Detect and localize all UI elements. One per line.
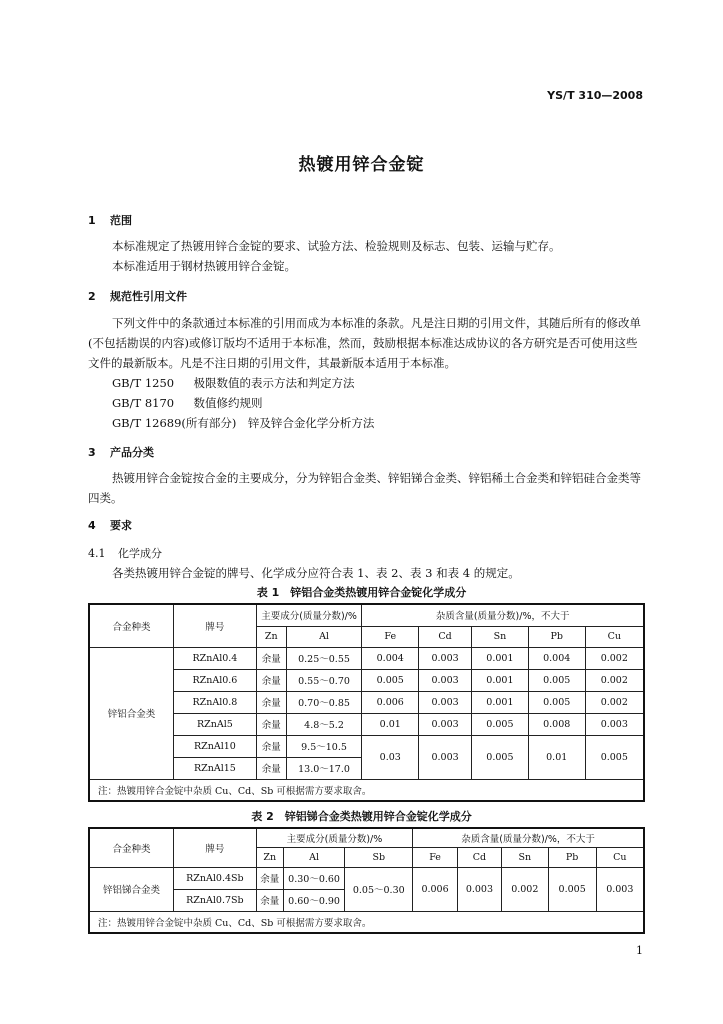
al-cell: 0.55～0.70 bbox=[286, 669, 362, 691]
cu-cell: 0.005 bbox=[585, 735, 644, 779]
header-alloy-type: 合金种类 bbox=[89, 828, 173, 867]
table-2-caption: 表 2 锌铝锑合金类热镀用锌合金锭化学成分 bbox=[251, 810, 472, 823]
section-1-heading bbox=[88, 212, 132, 228]
table-1-caption: 表 1 锌铝合金类热镀用锌合金锭化学成分 bbox=[256, 586, 467, 599]
al-cell: 0.30～0.60 bbox=[283, 867, 345, 889]
cd-cell: 0.003 bbox=[419, 691, 472, 713]
zn-cell: 余量 bbox=[256, 691, 286, 713]
grade-cell: RZnAl0.4 bbox=[174, 647, 257, 669]
reference-code: GB/T 12689(所有部分) bbox=[112, 416, 237, 430]
al-cell: 13.0～17.0 bbox=[286, 757, 362, 779]
sn-cell: 0.001 bbox=[472, 647, 529, 669]
reference-item bbox=[112, 415, 374, 431]
reference-code: GB/T 1250 bbox=[112, 376, 175, 390]
col-header-cu: Cu bbox=[596, 847, 644, 867]
document-title: 热镀用锌合金锭 bbox=[298, 155, 425, 175]
section-title: 要求 bbox=[110, 519, 132, 532]
section-title: 规范性引用文件 bbox=[110, 290, 187, 303]
grade-cell: RZnAl0.7Sb bbox=[173, 889, 256, 911]
col-header-cu: Cu bbox=[585, 626, 644, 647]
sb-cell: 0.05～0.30 bbox=[345, 867, 413, 911]
table-2 bbox=[88, 827, 645, 934]
col-header-fe: Fe bbox=[413, 847, 458, 867]
pb-cell: 0.008 bbox=[528, 713, 585, 735]
section-number: 4 bbox=[88, 519, 96, 532]
fe-cell: 0.03 bbox=[362, 735, 419, 779]
table-2-note: 注：热镀用锌合金锭中杂质 Cu、Cd、Sb 可根据需方要求取舍。 bbox=[89, 911, 644, 933]
section-4-1-para-1: 各类热镀用锌合金锭的牌号、化学成分应符合表 1、表 2、表 3 和表 4 的规定。 bbox=[112, 566, 520, 580]
al-cell: 0.60～0.90 bbox=[283, 889, 345, 911]
reference-title: 数值修约规则 bbox=[193, 396, 263, 410]
header-impurities: 杂质含量(质量分数)/%，不大于 bbox=[362, 604, 644, 626]
col-header-sb: Sb bbox=[345, 847, 413, 867]
header-main-components: 主要成分(质量分数)/% bbox=[256, 828, 412, 847]
reference-item bbox=[112, 375, 355, 391]
grade-cell: RZnAl5 bbox=[174, 713, 257, 735]
zn-cell: 余量 bbox=[256, 669, 286, 691]
grade-cell: RZnAl0.6 bbox=[174, 669, 257, 691]
col-header-pb: Pb bbox=[548, 847, 596, 867]
cu-cell: 0.002 bbox=[585, 691, 644, 713]
section-3-heading bbox=[88, 444, 154, 460]
grade-cell: RZnAl10 bbox=[174, 735, 257, 757]
section-2-para-1: 下列文件中的条款通过本标准的引用而成为本标准的条款。凡是注日期的引用文件，其随后所有的修改单(不包括勘误的内容)或修订版均不适用于本标准，然而，鼓励根据本标准达成协议的各方研究是否可使用这些文件的最新版本。凡是不注日期的引用文件，其最新版本适用于本标准。 bbox=[88, 316, 641, 370]
col-header-cd: Cd bbox=[419, 626, 472, 647]
section-3-para-1: 热镀用锌合金锭按合金的主要成分，分为锌铝合金类、锌铝锑合金类、锌铝稀土合金类和锌铝硅合金类等四类。 bbox=[88, 471, 641, 505]
al-cell: 0.70～0.85 bbox=[286, 691, 362, 713]
sn-cell: 0.005 bbox=[472, 735, 529, 779]
pb-cell: 0.004 bbox=[528, 647, 585, 669]
section-title: 范围 bbox=[110, 214, 132, 227]
col-header-al: Al bbox=[286, 626, 362, 647]
col-header-sn: Sn bbox=[501, 847, 548, 867]
col-header-zn: Zn bbox=[256, 626, 286, 647]
pb-cell: 0.01 bbox=[528, 735, 585, 779]
fe-cell: 0.006 bbox=[362, 691, 419, 713]
reference-title: 锌及锌合金化学分析方法 bbox=[247, 416, 375, 430]
al-cell: 4.8～5.2 bbox=[286, 713, 362, 735]
cd-cell: 0.003 bbox=[419, 713, 472, 735]
pb-cell: 0.005 bbox=[548, 867, 596, 911]
grade-cell: RZnAl0.4Sb bbox=[173, 867, 256, 889]
zn-cell: 余量 bbox=[256, 757, 286, 779]
alloy-type-cell: 锌铝合金类 bbox=[89, 647, 174, 779]
section-number: 3 bbox=[88, 446, 96, 459]
col-header-pb: Pb bbox=[528, 626, 585, 647]
section-2-heading bbox=[88, 288, 187, 304]
col-header-fe: Fe bbox=[362, 626, 419, 647]
section-title: 产品分类 bbox=[110, 446, 154, 459]
cu-cell: 0.003 bbox=[596, 867, 644, 911]
cu-cell: 0.002 bbox=[585, 669, 644, 691]
zn-cell: 余量 bbox=[256, 889, 283, 911]
reference-item bbox=[112, 395, 263, 411]
cd-cell: 0.003 bbox=[419, 735, 472, 779]
header-alloy-type: 合金种类 bbox=[89, 604, 174, 647]
sn-cell: 0.001 bbox=[472, 691, 529, 713]
section-title: 化学成分 bbox=[118, 547, 162, 560]
table-1 bbox=[88, 603, 645, 802]
sn-cell: 0.001 bbox=[472, 669, 529, 691]
header-main-components: 主要成分(质量分数)/% bbox=[256, 604, 362, 626]
page-number: 1 bbox=[636, 944, 643, 957]
section-4-1-heading bbox=[88, 545, 162, 561]
al-cell: 9.5～10.5 bbox=[286, 735, 362, 757]
zn-cell: 余量 bbox=[256, 647, 286, 669]
cd-cell: 0.003 bbox=[419, 669, 472, 691]
section-4-heading bbox=[88, 517, 132, 533]
fe-cell: 0.005 bbox=[362, 669, 419, 691]
table-1-note: 注：热镀用锌合金锭中杂质 Cu、Cd、Sb 可根据需方要求取舍。 bbox=[89, 779, 644, 801]
section-number: 4.1 bbox=[88, 547, 106, 560]
pb-cell: 0.005 bbox=[528, 669, 585, 691]
header-grade: 牌号 bbox=[174, 604, 257, 647]
grade-cell: RZnAl15 bbox=[174, 757, 257, 779]
zn-cell: 余量 bbox=[256, 867, 283, 889]
cu-cell: 0.003 bbox=[585, 713, 644, 735]
col-header-cd: Cd bbox=[457, 847, 501, 867]
pb-cell: 0.005 bbox=[528, 691, 585, 713]
sn-cell: 0.002 bbox=[501, 867, 548, 911]
cd-cell: 0.003 bbox=[419, 647, 472, 669]
header-grade: 牌号 bbox=[173, 828, 256, 867]
alloy-type-cell: 锌铝锑合金类 bbox=[89, 867, 173, 911]
grade-cell: RZnAl0.8 bbox=[174, 691, 257, 713]
reference-code: GB/T 8170 bbox=[112, 396, 175, 410]
zn-cell: 余量 bbox=[256, 713, 286, 735]
section-1-para-2: 本标准适用于钢材热镀用锌合金锭。 bbox=[112, 259, 296, 273]
fe-cell: 0.01 bbox=[362, 713, 419, 735]
zn-cell: 余量 bbox=[256, 735, 286, 757]
table-row bbox=[89, 867, 644, 889]
section-number: 1 bbox=[88, 214, 96, 227]
standard-code: YS/T 310—2008 bbox=[547, 89, 643, 102]
al-cell: 0.25～0.55 bbox=[286, 647, 362, 669]
table-row bbox=[89, 647, 644, 669]
col-header-al: Al bbox=[283, 847, 345, 867]
cd-cell: 0.003 bbox=[457, 867, 501, 911]
fe-cell: 0.004 bbox=[362, 647, 419, 669]
cu-cell: 0.002 bbox=[585, 647, 644, 669]
col-header-zn: Zn bbox=[256, 847, 283, 867]
sn-cell: 0.005 bbox=[472, 713, 529, 735]
reference-title: 极限数值的表示方法和判定方法 bbox=[193, 376, 355, 390]
section-1-para-1: 本标准规定了热镀用锌合金锭的要求、试验方法、检验规则及标志、包装、运输与贮存。 bbox=[112, 239, 561, 253]
section-number: 2 bbox=[88, 290, 96, 303]
fe-cell: 0.006 bbox=[413, 867, 458, 911]
header-impurities: 杂质含量(质量分数)/%，不大于 bbox=[413, 828, 644, 847]
col-header-sn: Sn bbox=[472, 626, 529, 647]
